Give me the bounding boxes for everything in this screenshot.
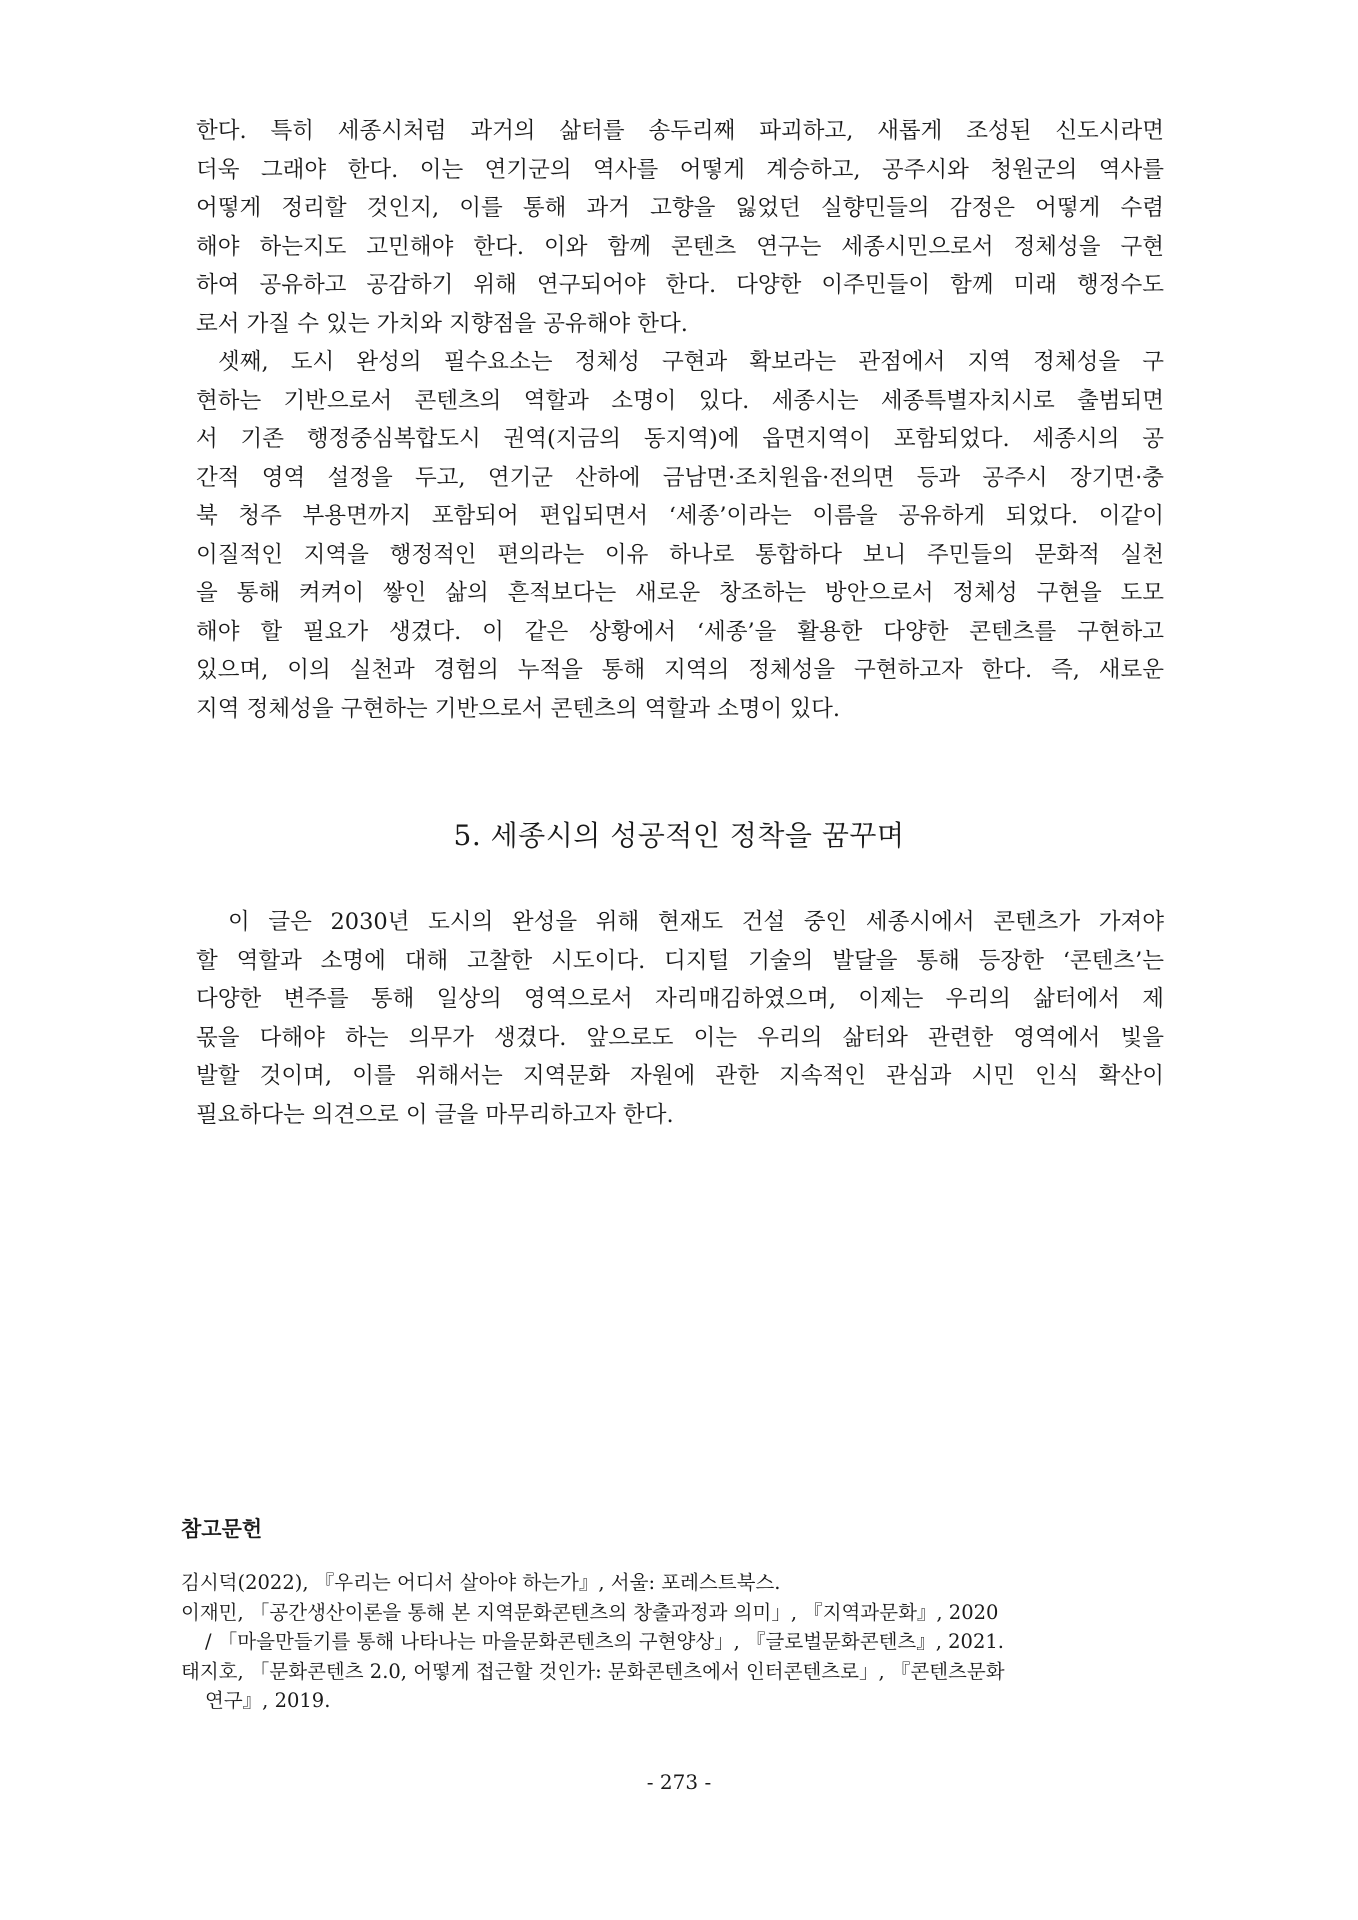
text-line: 하여 공유하고 공감하기 위해 연구되어야 한다. 다양한 이주민들이 함께 미래 행정수도 xyxy=(196,272,1164,298)
text-line: 지역 정체성을 구현하는 기반으로서 콘텐츠의 역할과 소명이 있다. xyxy=(196,695,841,722)
reference-entry-continuation: 연구』, 2019. xyxy=(205,1689,331,1712)
reference-entry-continuation: / 「마을만들기를 통해 나타나는 마을문화콘텐츠의 구현양상」, 『글로벌문화콘텐츠』, 2021. xyxy=(205,1630,1004,1653)
text-line: 로서 가질 수 있는 가치와 지향점을 공유해야 한다. xyxy=(196,310,688,337)
text-line: 이 글은 2030년 도시의 완성을 위해 현재도 건설 중인 세종시에서 콘텐츠가 가져야 xyxy=(228,909,1164,935)
text-line: 해야 하는지도 고민해야 한다. 이와 함께 콘텐츠 연구는 세종시민으로서 정체성을 구현 xyxy=(196,233,1164,260)
text-line: 다양한 변주를 통해 일상의 영역으로서 자리매김하였으며, 이제는 우리의 삶터에서 제 xyxy=(196,986,1164,1012)
text-line: 어떻게 정리할 것인지, 이를 통해 과거 고향을 잃었던 실향민들의 감정은 어떻게 수렴 xyxy=(196,195,1164,221)
paragraph-2 xyxy=(196,343,1164,728)
text-line: 을 통해 켜켜이 쌓인 삶의 흔적보다는 새로운 창조하는 방안으로서 정체성 구현을 도모 xyxy=(196,580,1164,606)
paragraph-3 xyxy=(196,903,1164,1134)
references-heading: 참고문헌 xyxy=(181,1517,263,1541)
paragraph-1 xyxy=(196,112,1164,343)
text-line: 있으며, 이의 실천과 경험의 누적을 통해 지역의 정체성을 구현하고자 한다. 즉, 새로운 xyxy=(196,657,1164,683)
reference-entry: 태지호, 「문화콘텐츠 2.0, 어떻게 접근할 것인가: 문화콘텐츠에서 인터콘텐츠로」, 『콘텐츠문화 xyxy=(181,1659,1005,1683)
page-number: - 273 - xyxy=(646,1770,712,1794)
text-line: 더욱 그래야 한다. 이는 연기군의 역사를 어떻게 계승하고, 공주시와 청원군의 역사를 xyxy=(196,156,1164,183)
reference-entry: 김시덕(2022), 『우리는 어디서 살아야 하는가』, 서울: 포레스트북스. xyxy=(181,1571,781,1594)
text-line: 해야 할 필요가 생겼다. 이 같은 상황에서 ‘세종’을 활용한 다양한 콘텐츠를 구현하고 xyxy=(196,618,1164,645)
text-line: 한다. 특히 세종시처럼 과거의 삶터를 송두리째 파괴하고, 새롭게 조성된 신도시라면 xyxy=(196,118,1164,144)
references-list xyxy=(181,1568,1171,1716)
text-line: 발할 것이며, 이를 위해서는 지역문화 자원에 관한 지속적인 관심과 시민 인식 확산이 xyxy=(196,1063,1164,1089)
text-line: 북 청주 부용면까지 포함되어 편입되면서 ‘세종’이라는 이름을 공유하게 되었다. 이같이 xyxy=(196,503,1164,529)
text-line: 간적 영역 설정을 두고, 연기군 산하에 금남면·조치원읍·전의면 등과 공주시 장기면·충 xyxy=(196,464,1164,491)
text-line: 필요하다는 의견으로 이 글을 마무리하고자 한다. xyxy=(196,1101,674,1128)
text-line: 현하는 기반으로서 콘텐츠의 역할과 소명이 있다. 세종시는 세종특별자치시로 출범되면 xyxy=(196,387,1164,414)
reference-entry: 이재민, 「공간생산이론을 통해 본 지역문화콘텐츠의 창출과정과 의미」, 『지역과문화』, 2020 xyxy=(181,1600,999,1624)
text-line: 이질적인 지역을 행정적인 편의라는 이유 하나로 통합하다 보니 주민들의 문화적 실천 xyxy=(196,541,1164,568)
text-line: 셋째, 도시 완성의 필수요소는 정체성 구현과 확보라는 관점에서 지역 정체성을 구 xyxy=(218,349,1164,375)
text-line: 할 역할과 소명에 대해 고찰한 시도이다. 디지털 기술의 발달을 통해 등장한 ‘콘텐츠’는 xyxy=(196,947,1164,974)
section-title: 5. 세종시의 성공적인 정착을 꿈꾸며 xyxy=(453,819,905,852)
text-line: 서 기존 행정중심복합도시 권역(지금의 동지역)에 읍면지역이 포함되었다. 세종시의 공 xyxy=(196,426,1164,452)
text-line: 몫을 다해야 하는 의무가 생겼다. 앞으로도 이는 우리의 삶터와 관련한 영역에서 빛을 xyxy=(196,1024,1164,1051)
